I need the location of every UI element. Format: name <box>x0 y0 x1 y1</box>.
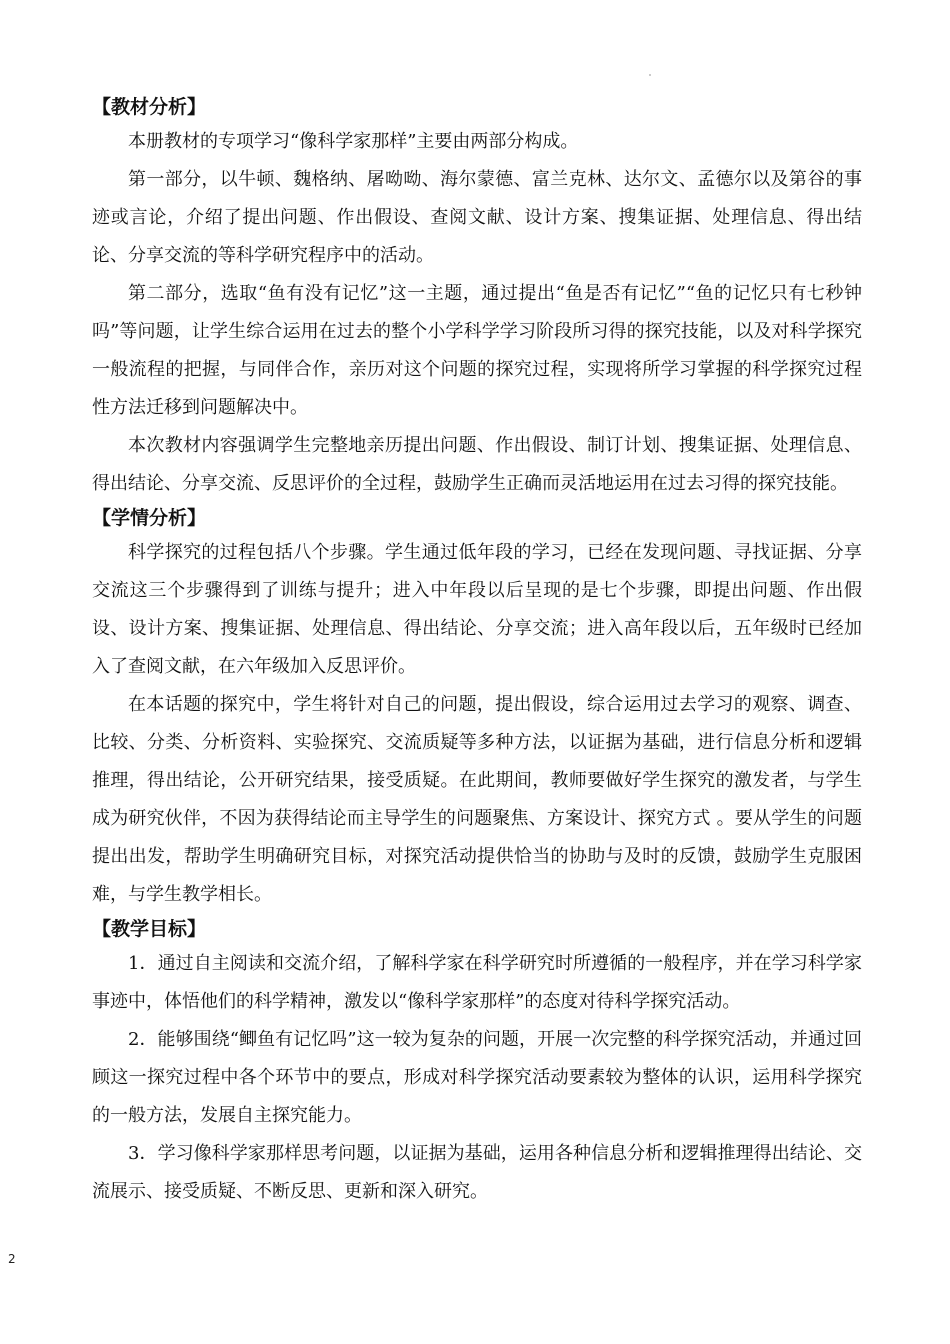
page-number: 2 <box>8 1252 16 1266</box>
paragraph: 在本话题的探究中，学生将针对自己的问题，提出假设，综合运用过去学习的观察、调查、比较、分类、分析资料、实验探究、交流质疑等多种方法，以证据为基础，进行信息分析和逻辑推理，得出结论，公开研究结果，接受质疑。在此期间，教师要做好学生探究的激发者，与学生成为研究伙伴，不因为获得结论而主导学生的问题聚焦、方案设计、探究方式 。要从学生的问题提出出发，帮助学生明确研究目标，对探究活动提供恰当的协助与及时的反馈，鼓励学生克服困难，与学生教学相长。 <box>92 694 862 905</box>
section-teaching-objectives <box>92 914 862 1211</box>
paragraph: 第二部分，选取“鱼有没有记忆”这一主题，通过提出“鱼是否有记忆”“鱼的记忆只有七秒钟吗”等问题，让学生综合运用在过去的整个小学科学学习阶段所习得的探究技能，以及对科学探究一般流程的把握，与同伴合作，亲历对这个问题的探究过程，实现将所学习掌握的科学探究过程性方法迁移到问题解决中。 <box>92 283 862 418</box>
paragraph: 第一部分，以牛顿、魏格纳、屠呦呦、海尔蒙德、富兰克林、达尔文、孟德尔以及第谷的事迹或言论，介绍了提出问题、作出假设、查阅文献、设计方案、搜集证据、处理信息、得出结论、分享交流的等科学研究程序中的活动。 <box>92 169 862 266</box>
stray-dot <box>649 74 651 76</box>
objective-item: 3．学习像科学家那样思考问题，以证据为基础，运用各种信息分析和逻辑推理得出结论、交流展示、接受质疑、不断反思、更新和深入研究。 <box>92 1143 862 1202</box>
paragraph: 本册教材的专项学习“像科学家那样”主要由两部分构成。 <box>128 131 579 152</box>
document-page <box>92 92 862 1211</box>
section-heading: 【教学目标】 <box>92 918 207 940</box>
section-textbook-analysis <box>92 92 862 503</box>
objective-item: 2．能够围绕“鲫鱼有记忆吗”这一较为复杂的问题，开展一次完整的科学探究活动，并通过回顾这一探究过程中各个环节中的要点，形成对科学探究活动要素较为整体的认识，运用科学探究的一般方法，发展自主探究能力。 <box>92 1029 862 1126</box>
section-heading: 【学情分析】 <box>92 507 207 529</box>
paragraph: 科学探究的过程包括八个步骤。学生通过低年段的学习，已经在发现问题、寻找证据、分享交流这三个步骤得到了训练与提升；进入中年段以后呈现的是七个步骤，即提出问题、作出假设、设计方案、搜集证据、处理信息、得出结论、分享交流；进入高年段以后，五年级时已经加入了查阅文献，在六年级加入反思评价。 <box>92 542 862 677</box>
paragraph: 本次教材内容强调学生完整地亲历提出问题、作出假设、制订计划、搜集证据、处理信息、得出结论、分享交流、反思评价的全过程，鼓励学生正确而灵活地运用在过去习得的探究技能。 <box>92 435 862 494</box>
section-heading: 【教材分析】 <box>92 96 207 118</box>
section-student-analysis <box>92 503 862 914</box>
objective-item: 1．通过自主阅读和交流介绍，了解科学家在科学研究时所遵循的一般程序，并在学习科学家事迹中，体悟他们的科学精神，激发以“像科学家那样”的态度对待科学探究活动。 <box>92 953 862 1012</box>
